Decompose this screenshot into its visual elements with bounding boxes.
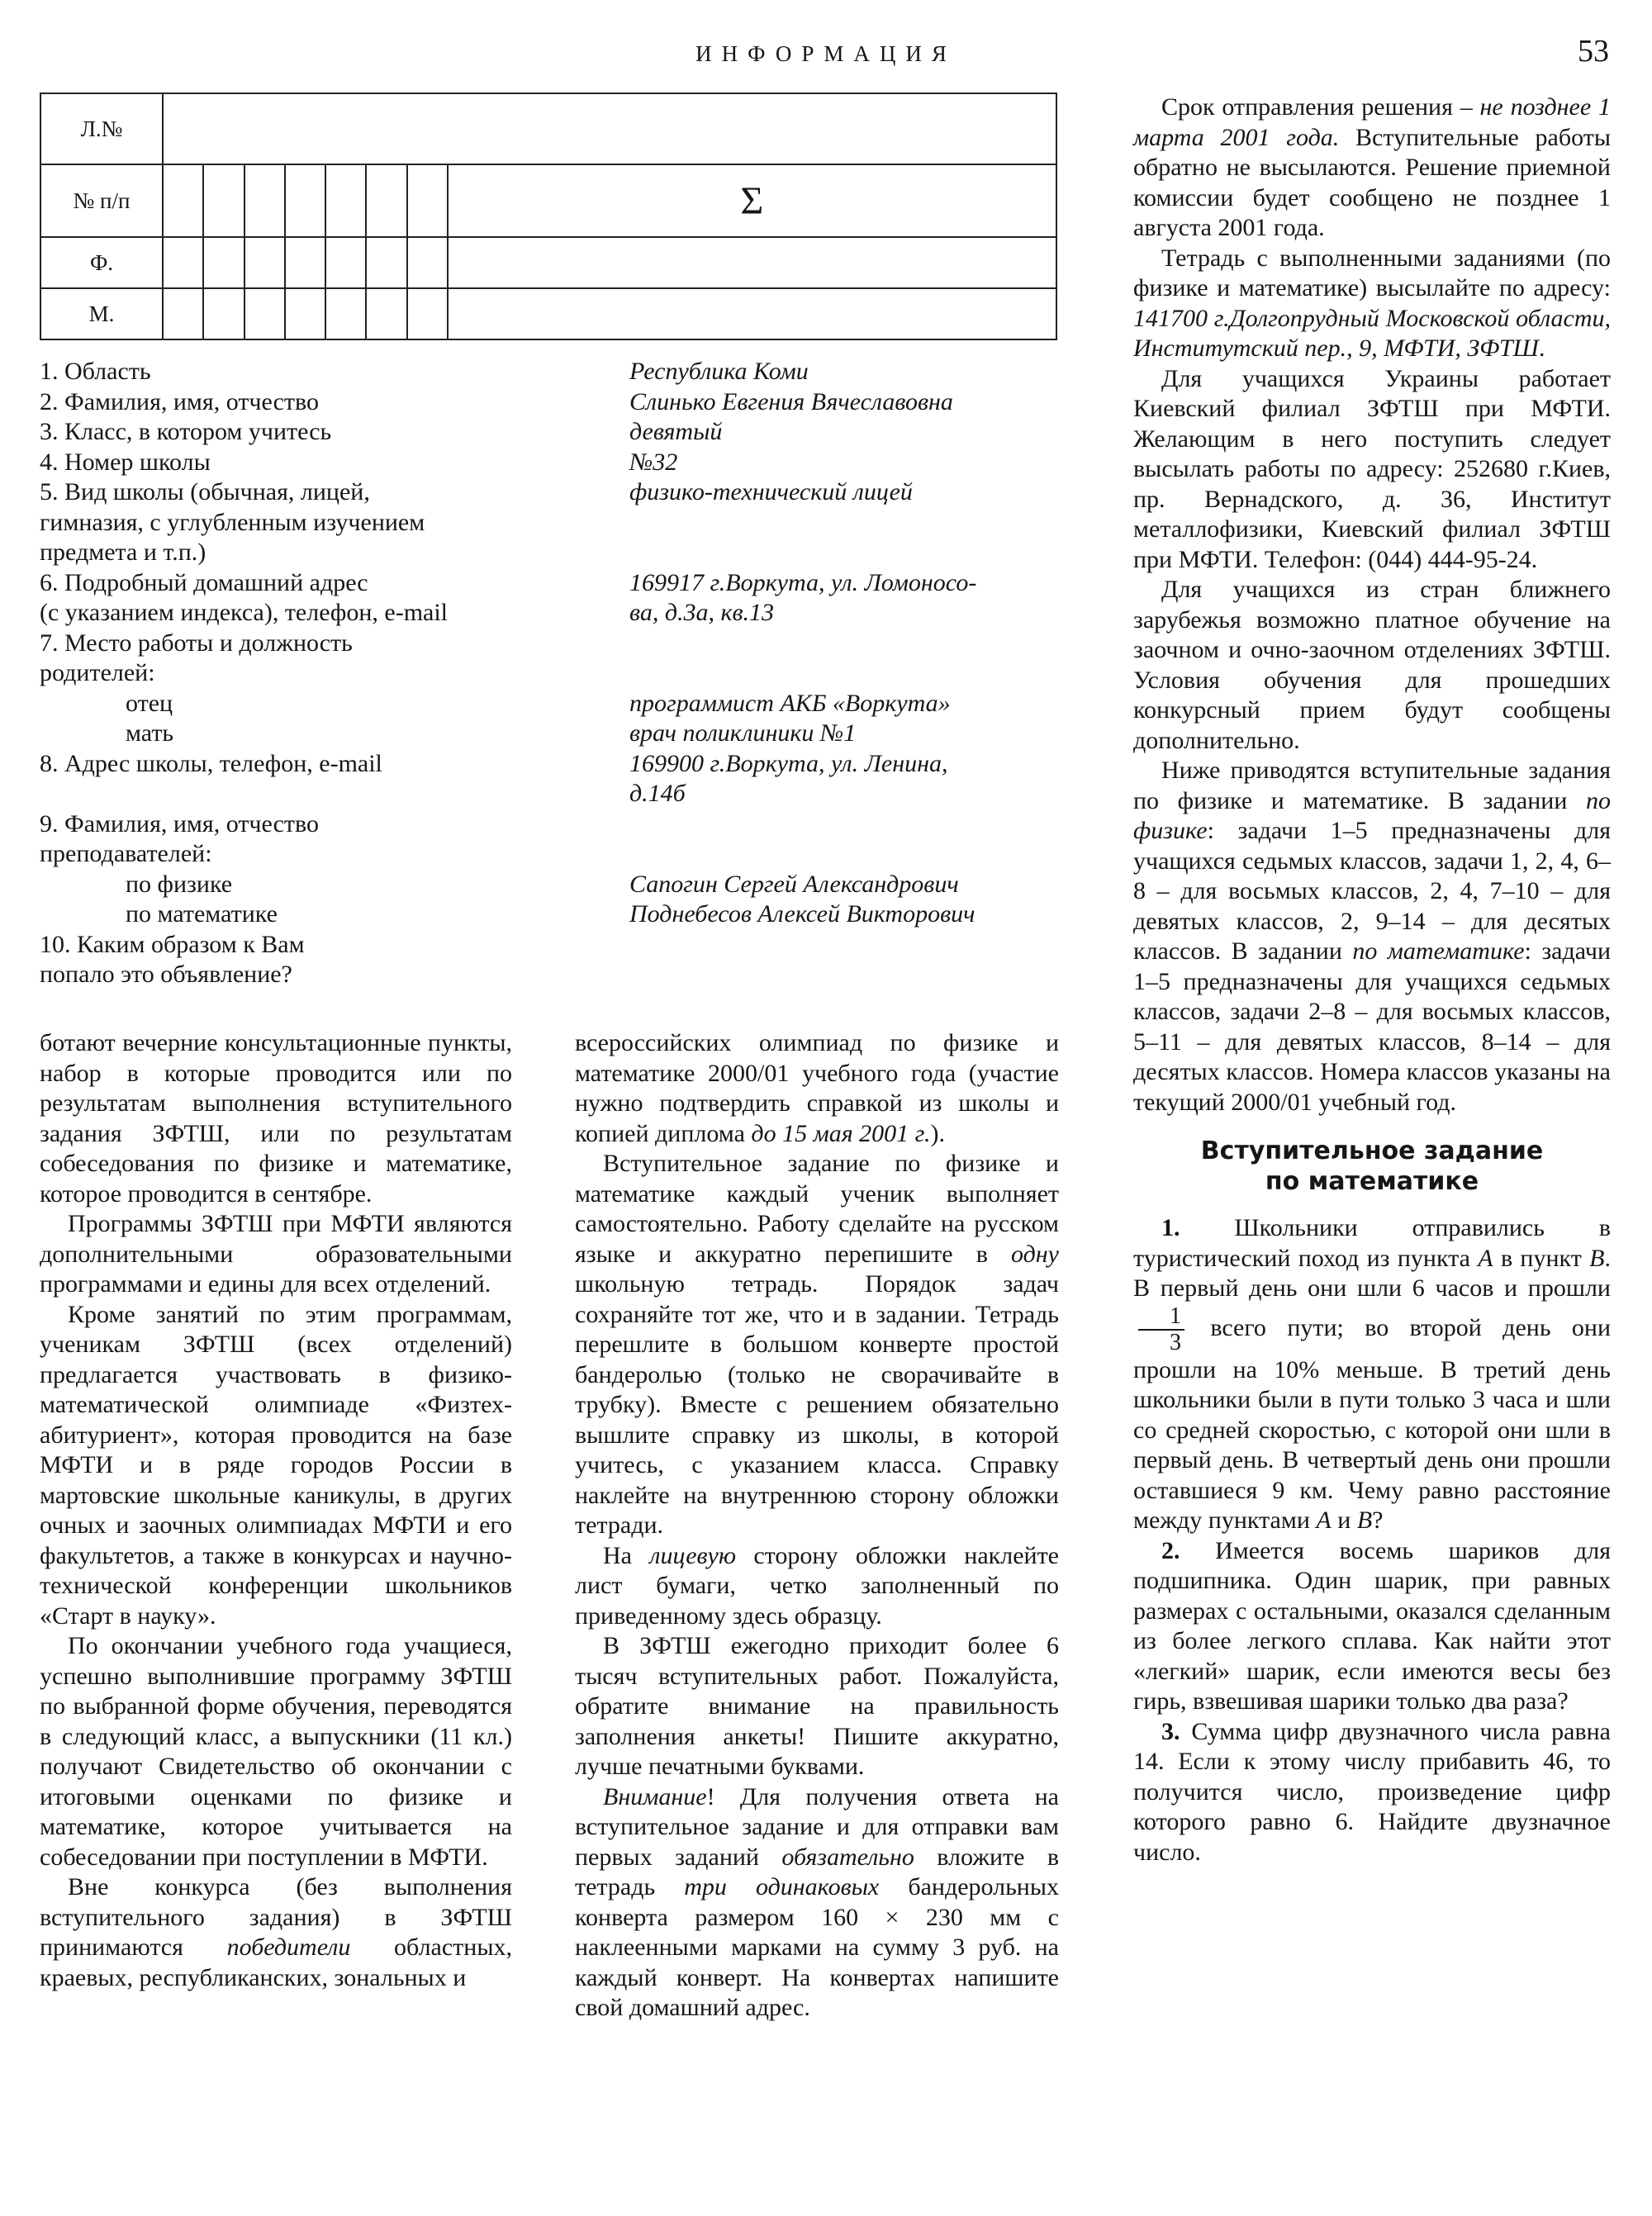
question-line: попало это объявление? bbox=[40, 961, 292, 988]
paragraph: ботают вечерние консультационные пункты, набор в которые проводится или по результатам выполнения вступительного задания ЗФТШ, или по результатам собеседования по физике и математике, которое проводится в сентябре. bbox=[40, 1029, 512, 1208]
form-cell bbox=[407, 237, 448, 288]
form-cell bbox=[325, 288, 366, 339]
form-cell bbox=[163, 164, 203, 237]
question-line: 6. Подробный домашний адрес bbox=[40, 568, 368, 596]
answer-line: 169917 г.Воркута, ул. Ломоносо- bbox=[629, 568, 977, 596]
form-cell bbox=[325, 164, 366, 237]
form-cell bbox=[325, 237, 366, 288]
form-cell bbox=[285, 237, 325, 288]
form-cell bbox=[163, 237, 203, 288]
form-cell bbox=[244, 288, 285, 339]
text-column-3 bbox=[1133, 93, 1611, 1867]
form-cell bbox=[203, 237, 244, 288]
answer-line: Поднебесов Алексей Викторович bbox=[629, 900, 976, 928]
answer-line: д.14б bbox=[629, 780, 686, 807]
form-cell bbox=[366, 164, 406, 237]
answer-line bbox=[629, 629, 1075, 659]
question-line: по физике bbox=[126, 870, 233, 898]
problem-2: 2. Имеется восемь шариков для подшипника. Один шарик, при равных размерах с остальными, оказался сделанным из более легкого сплава. Как найти этот «легкий» шарик, если имеются весы без гирь, взвешивая шарики только два раза? bbox=[1133, 1536, 1611, 1715]
paragraph: Ниже приводятся вступительные задания по физике и математике. В задании по физике: задачи 1–5 предназначены для учащихся седьмых классов, задачи 1, 2, 4, 6–8 – для восьмых классов, 2, 4, 7–10 – для девятых классов, 2, 9–14 – для десятых классов. В задании по математике: задачи 1–5 предназначены для учащихся седьмых классов, задачи 2–8 – для восьмых классов, 5–11 – для девятых классов, 8–14 – для десятых классов. Номера классов указаны на текущий 2000/01 учебный год. bbox=[1133, 757, 1612, 1116]
paragraph: Тетрадь с выполненными заданиями (по физике и математике) высылайте по адресу: 141700 г.Долгопрудный Московской области, Институтский пер., 9, МФТИ, ЗФТШ. bbox=[1133, 244, 1611, 362]
form-cell bbox=[244, 237, 285, 288]
answer-line bbox=[629, 809, 1075, 840]
form-cell bbox=[244, 164, 285, 237]
row-label-task-number: № п/п bbox=[40, 164, 163, 237]
answer-line: девятый bbox=[629, 418, 723, 445]
answer-line: Слинько Евгения Вячеславовна bbox=[629, 387, 953, 415]
questionnaire-answers bbox=[629, 357, 1075, 930]
answer-line bbox=[629, 839, 1075, 870]
answer-line: врач поликлиники №1 bbox=[629, 719, 857, 747]
paragraph: Вне конкурса (без выполнения вступительного задания) в ЗФТШ принимаются победители областных, краевых, республиканских, зональных и bbox=[40, 1873, 512, 1991]
problem-3: 3. Сумма цифр двузначного числа равна 14. Если к этому числу прибавить 46, то получится число, произведение цифр которого равно 6. Найдите двузначное число. bbox=[1133, 1717, 1611, 1866]
question-line: 8. Адрес школы, телефон, e-mail bbox=[40, 749, 382, 777]
question-line: родителей: bbox=[40, 659, 155, 686]
paragraph: Кроме занятий по этим программам, ученикам ЗФТШ (всех отделений) предлагается участвовать в физико-математической олимпиаде «Физтех-абитуриент», которая проводится на базе МФТИ и в ряде городов России в мартовские школьные каникулы, в других очных и заочных олимпиадах МФТИ и его факультетов, а также в конкурсах и научно-технической конференции школьников «Старт в науку». bbox=[40, 1300, 512, 1630]
sigma-symbol: Σ bbox=[448, 164, 1056, 237]
question-line bbox=[40, 779, 618, 809]
form-cell bbox=[448, 288, 1056, 339]
answer-line: ва, д.3а, кв.13 bbox=[629, 599, 775, 626]
row-label-physics: Ф. bbox=[40, 237, 163, 288]
answer-line bbox=[629, 658, 1075, 689]
text-column-2 bbox=[575, 1028, 1059, 2024]
answer-line: Республика Коми bbox=[629, 358, 809, 385]
answer-line: программист АКБ «Воркута» bbox=[629, 689, 951, 717]
sample-form-table bbox=[40, 93, 1057, 340]
answer-line: Сапогин Сергей Александрович bbox=[629, 870, 959, 898]
running-head: ИНФОРМАЦИЯ bbox=[695, 41, 957, 66]
paragraph: всероссийских олимпиад по физике и математике 2000/01 учебного года (участие нужно подтвердить справкой из школы и копией диплома до 15 мая 2001 г.). bbox=[575, 1029, 1059, 1147]
form-cell bbox=[285, 288, 325, 339]
page-number: 53 bbox=[1578, 34, 1609, 69]
question-line: предмета и т.п.) bbox=[40, 539, 206, 566]
form-cell bbox=[163, 288, 203, 339]
answer-line bbox=[629, 538, 1075, 568]
paragraph: Вступительное задание по физике и математике каждый ученик выполняет самостоятельно. Работу сделайте на русском языке и аккуратно перепишите в одну школьную тетрадь. Порядок задач сохраняйте тот же, что и в задании. Тетрадь перешлите в большом конверте простой бандеролью (только не сворачивайте в трубку). Вместе с решением обязательно вышлите справку из школы, в которой учитесь, с указанием класса. Справку наклейте на внутреннюю сторону обложки тетради. bbox=[575, 1150, 1059, 1539]
form-cell bbox=[163, 93, 1056, 164]
question-line: мать bbox=[126, 719, 174, 747]
paragraph: Срок отправления решения – не позднее 1 марта 2001 года. Вступительные работы обратно не высылаются. Решение приемной комиссии будет сообщено не позднее 1 августа 2001 года. bbox=[1133, 93, 1611, 241]
question-line: 5. Вид школы (обычная, лицей, bbox=[40, 478, 370, 505]
problem-1: 1. Школьники отправились в туристический поход из пункта A в пункт B. В первый день они шли 6 часов и прошли $\frac{1}{3}$ всего пути; во второй день они прошли на 10% меньше. В третий день школьники были в пути только 3 часа и шли со средней скоростью, с которой они шли в первый день. В четвертый день они прошли оставшиеся 9 км. Чему равно расстояние между пунктами A и B? bbox=[1133, 1214, 1611, 1534]
paragraph: Для учащихся Украины работает Киевский филиал ЗФТШ при МФТИ. Желающим в него поступить следует высылать работы по адресу: 252680 г.Киев, пр. Вернадского, д. 36, Институт металлофизики, Киевский филиал ЗФТШ при МФТИ. Телефон: (044) 444-95-24. bbox=[1133, 364, 1611, 573]
paragraph: Программы ЗФТШ при МФТИ являются дополнительными образовательными программами и едины для всех отделений. bbox=[40, 1210, 512, 1298]
answer-line: №32 bbox=[629, 448, 678, 476]
form-cell bbox=[203, 288, 244, 339]
paragraph: По окончании учебного года учащиеся, успешно выполнившие программу ЗФТШ по выбранной форме обучения, переводятся в следующий класс, а выпускники (11 кл.) получают Свидетельство об окончании с итоговыми оценками по физике и математике, которое учитывается на собеседовании при поступлении в МФТИ. bbox=[40, 1632, 512, 1871]
answer-line bbox=[629, 508, 1075, 539]
question-line: преподавателей: bbox=[40, 840, 212, 867]
questionnaire-questions bbox=[40, 357, 618, 990]
question-line: отец bbox=[126, 689, 173, 717]
form-cell bbox=[407, 288, 448, 339]
question-line: 9. Фамилия, имя, отчество bbox=[40, 809, 319, 838]
paragraph: Для учащихся из стран ближнего зарубежья возможно платное обучение на заочном и очно-заочном отделениях ЗФТШ. Условия обучения для прошедших конкурсный прием будут сообщены дополнительно. bbox=[1133, 576, 1611, 754]
question-line: 10. Каким образом к Вам bbox=[40, 930, 305, 958]
form-cell bbox=[366, 237, 406, 288]
question-line: гимназия, с углубленным изучением bbox=[40, 508, 425, 536]
row-label-personal-number: Л.№ bbox=[40, 93, 163, 164]
answer-line: физико-технический лицей bbox=[629, 478, 913, 505]
question-line: (с указанием индекса), телефон, e-mail bbox=[40, 599, 449, 626]
question-line: 7. Место работы и должность bbox=[40, 629, 353, 657]
paragraph: В ЗФТШ ежегодно приходит более 6 тысяч вступительных работ. Пожалуйста, обратите внимание на правильность заполнения анкеты! Пишите аккуратно, лучше печатными буквами. bbox=[575, 1632, 1059, 1780]
question-line: по математике bbox=[126, 900, 278, 928]
paragraph: Внимание! Для получения ответа на вступительное задание и для отправки вам первых заданий обязательно вложите в тетрадь три одинаковых бандерольных конверта размером 160 × 230 мм с наклеенными марками на сумму 3 руб. на каждый конверт. На конвертах напишите свой домашний адрес. bbox=[575, 1782, 1060, 2021]
question-line: 2. Фамилия, имя, отчество bbox=[40, 387, 319, 415]
paragraph: На лицевую сторону обложки наклейте лист бумаги, четко заполненный по приведенному здесь образцу. bbox=[575, 1541, 1059, 1630]
form-cell bbox=[407, 164, 448, 237]
question-line: 4. Номер школы bbox=[40, 448, 211, 476]
question-line: 1. Область bbox=[40, 358, 151, 385]
form-cell bbox=[203, 164, 244, 237]
section-heading: Вступительное задание по математике bbox=[1200, 1136, 1544, 1196]
text-column-1 bbox=[40, 1028, 512, 1993]
form-cell bbox=[366, 288, 406, 339]
question-line: 3. Класс, в котором учитесь bbox=[40, 418, 332, 445]
row-label-math: М. bbox=[40, 288, 163, 339]
fraction: $\frac{1}{3}$ bbox=[1138, 1304, 1184, 1355]
answer-line: 169900 г.Воркута, ул. Ленина, bbox=[629, 749, 948, 777]
form-cell bbox=[448, 237, 1056, 288]
form-cell bbox=[285, 164, 325, 237]
